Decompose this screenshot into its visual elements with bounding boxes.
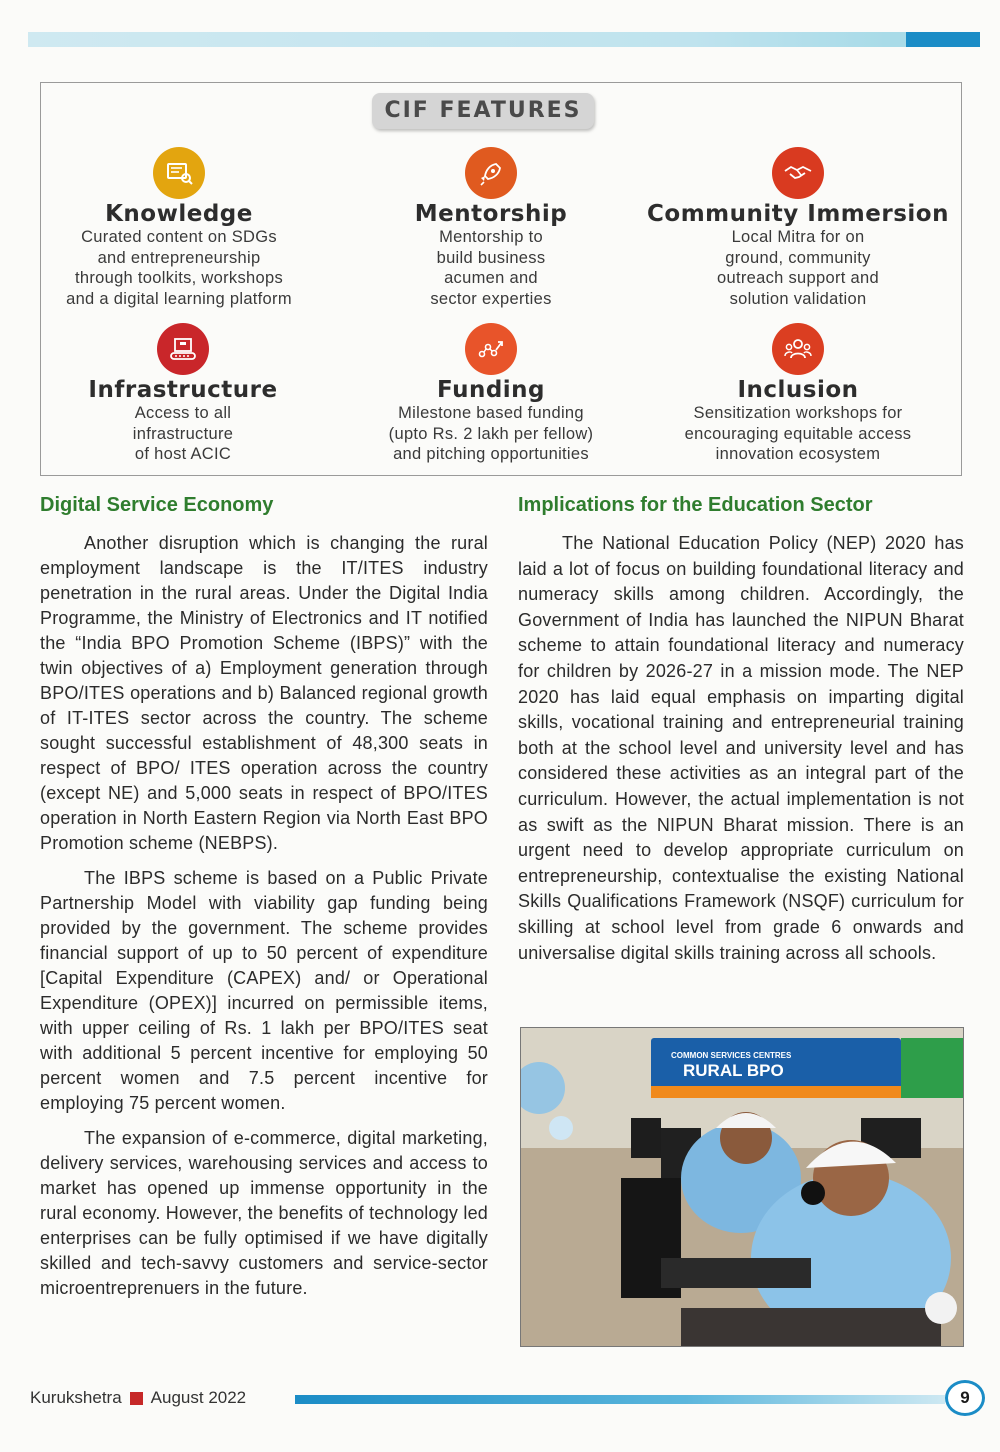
cif-features-box bbox=[40, 82, 962, 476]
top-bar-accent bbox=[906, 32, 980, 47]
top-decorative-bar bbox=[28, 32, 980, 47]
people-icon bbox=[772, 323, 824, 375]
footer-decorative-line bbox=[295, 1395, 945, 1404]
footer-magazine-info bbox=[30, 1388, 246, 1408]
section-heading-education-sector: Implications for the Education Sector bbox=[518, 494, 873, 516]
section-heading-digital-service-economy: Digital Service Economy bbox=[40, 494, 274, 516]
rural-bpo-photo bbox=[520, 1027, 964, 1347]
feature-inclusion bbox=[648, 323, 948, 465]
building-icon bbox=[157, 323, 209, 375]
feature-name: Community Immersion bbox=[647, 201, 949, 227]
left-column bbox=[40, 494, 488, 1301]
feature-infrastructure bbox=[33, 323, 333, 465]
red-square-separator bbox=[130, 1392, 143, 1405]
feature-description: Local Mitra for on ground, community outreach support and solution validation bbox=[717, 228, 879, 308]
feature-name: Infrastructure bbox=[88, 377, 278, 403]
banner-small-text: COMMON SERVICES CENTRES bbox=[671, 1051, 792, 1060]
content-icon bbox=[153, 147, 205, 199]
feature-description: Milestone based funding (upto Rs. 2 lakh per fellow) and pitching opportunities bbox=[388, 404, 594, 463]
feature-name: Mentorship bbox=[414, 201, 568, 227]
feature-name: Inclusion bbox=[737, 377, 859, 403]
paragraph: Another disruption which is changing the rural employment landscape is the IT/ITES industry penetration in the rural areas. Under the Digital India Programme, the Ministry of Electronics and IT notified the “India BPO Promotion Scheme (IBPS)” with the twin objectives of a) Employment generation through BPO/ITES operations and b) Balanced regional growth of IT-ITES sector across the country. The scheme sought successful establishment of 48,300 seats in respect of BPO/ ITES operation across the country (except NE) and 5,000 seats in respect of BPO/ITES operation in North Eastern Region via North East BPO Promotion scheme (NEBPS). bbox=[40, 533, 488, 853]
issue-date: August 2022 bbox=[150, 1388, 247, 1407]
feature-mentorship bbox=[341, 147, 641, 309]
handshake-icon bbox=[772, 147, 824, 199]
feature-description: Curated content on SDGs and entrepreneurship through toolkits, workshops and a digital learning platform bbox=[66, 228, 292, 308]
paragraph: The expansion of e-commerce, digital marketing, delivery services, warehousing services and access to market has opened up immense opportunity in the rural economy. However, the benefits of technology led enterprises can be fully optimised if we have digitally skilled and tech-savvy customers and service-sector microentreprenuers in the future. bbox=[40, 1128, 488, 1298]
page-number: 9 bbox=[945, 1380, 985, 1416]
growth-icon bbox=[465, 323, 517, 375]
feature-knowledge bbox=[29, 147, 329, 309]
feature-description: Access to all infrastructure of host ACIC bbox=[132, 404, 234, 463]
feature-description: Mentorship to build business acumen and sector experties bbox=[430, 228, 552, 308]
magazine-name: Kurukshetra bbox=[30, 1388, 122, 1407]
feature-community-immersion bbox=[643, 147, 953, 309]
page-footer bbox=[30, 1386, 985, 1412]
photo-illustration bbox=[521, 1028, 964, 1347]
feature-name: Funding bbox=[437, 377, 545, 403]
feature-name: Knowledge bbox=[105, 201, 253, 227]
cif-features-title: CIF FEATURES bbox=[372, 93, 594, 129]
feature-funding bbox=[341, 323, 641, 465]
banner-big-text: RURAL BPO bbox=[683, 1061, 784, 1080]
feature-description: Sensitization workshops for encouraging equitable access innovation ecosystem bbox=[684, 404, 912, 463]
right-column bbox=[518, 494, 964, 966]
paragraph: The IBPS scheme is based on a Public Private Partnership Model with viability gap funding being provided by the government. The scheme provides financial support of up to 50 percent of expenditure [Capital Expenditure (CAPEX) and/ or Operational Expenditure (OPEX)] incurred on permissible items, with upper ceiling of Rs. 1 lakh per BPO/ITES seat with additional 5 percent incentive for employing 50 percent women and 7.5 percent incentive for employing 75 percent women. bbox=[40, 868, 488, 1113]
paragraph: The National Education Policy (NEP) 2020 has laid a lot of focus on building foundational literacy and numeracy skills among children. Accordingly, the Government of India has launched the NIPUN Bharat scheme to attain foundational literacy and numeracy for children by 2026-27 in a mission mode. The NEP 2020 has laid equal emphasis on imparting digital skills, vocational training and entrepreneurial training both at the school level and university level and has considered these activities as an integral part of the curriculum. However, the actual implementation is not as swift as the NIPUN Bharat mission. There is an urgent need to develop appropriate curriculum on entrepreneurship, contextualise the existing National Skills Qualifications Framework (NSQF) curriculum for skilling at school level from grade 6 onwards and universalise digital skills training across all schools. bbox=[518, 533, 964, 963]
rocket-icon bbox=[465, 147, 517, 199]
